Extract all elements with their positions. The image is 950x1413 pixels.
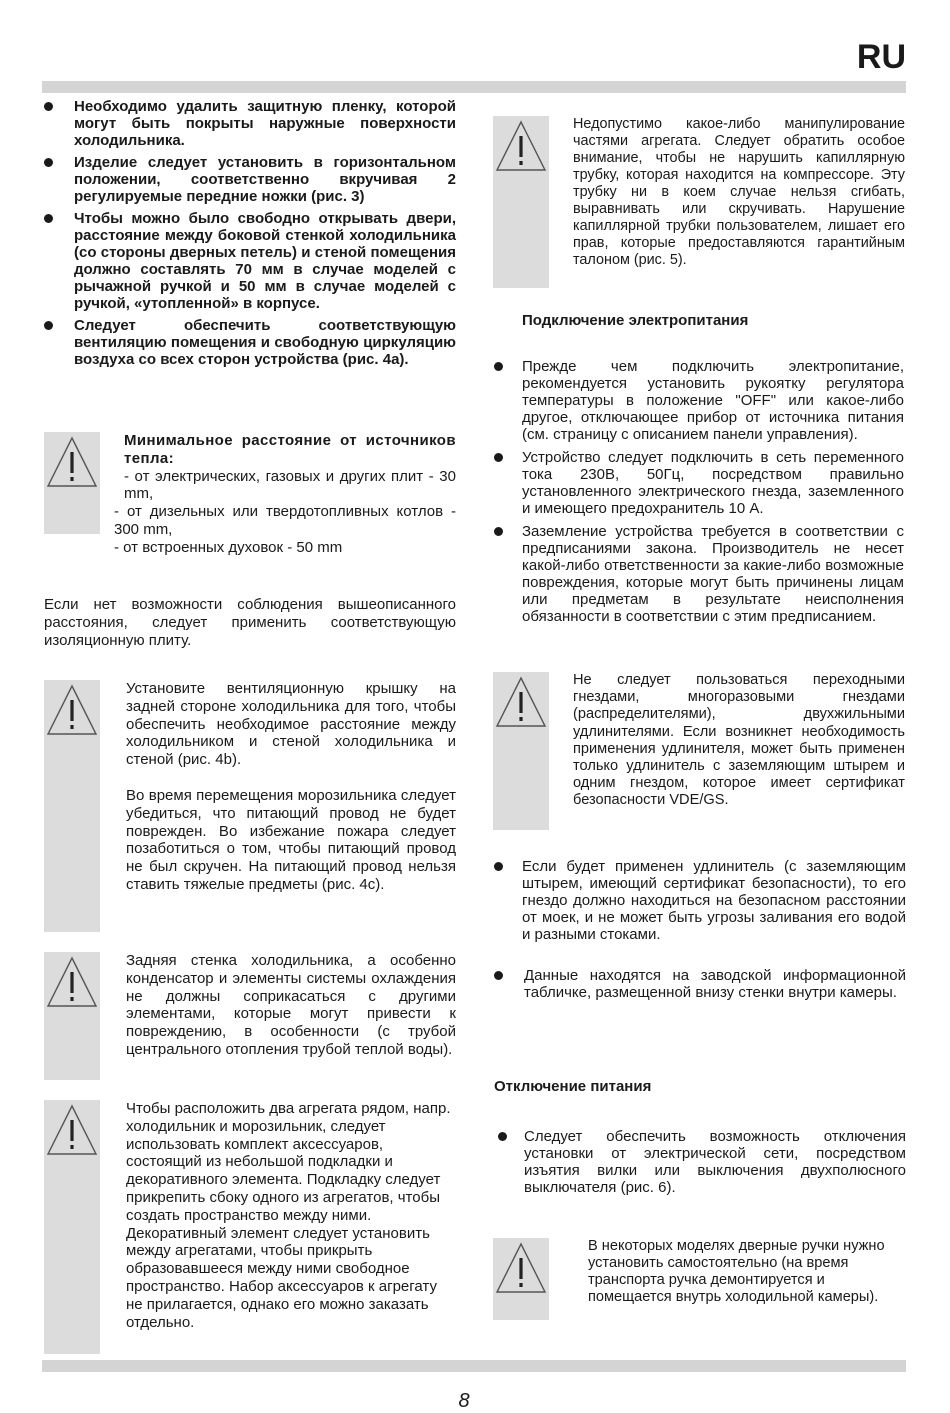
- warning-box-handles: [493, 1238, 549, 1320]
- page-number: 8: [458, 1390, 470, 1412]
- warning-triangle-icon: [493, 674, 549, 734]
- warning-box-rear-wall: [44, 952, 100, 1080]
- insulation-paragraph: Если нет возможности соблюдения вышеописанного расстояния, следует применить соответствующую изоляционную плиту.: [44, 596, 456, 649]
- list-item: Следует обеспечить возможность отключения установки от электрической сети, посредством изъятия вилки или выключения двухполюсного выключателя (рис. 6).: [496, 1128, 906, 1196]
- warning-box-distance: [44, 432, 100, 534]
- warning-triangle-icon: [493, 1240, 549, 1300]
- warning-box-side-by-side: [44, 1100, 100, 1354]
- warning-paragraph: Чтобы расположить два агрегата рядом, напр. холодильник и морозильник, следует использовать комплект аксессуаров, состоящий из небольшой подкладки и декоративного элемента. Подкладку следует прикрепить сбоку одного из агрегатов, чтобы создать пространство между ними. Декоративный элемент следует установить между агрегатами, чтобы прикрыть образовавшееся между ними свободное пространство. Набор аксессуаров к агрегату не прилагается, однако его можно заказать отдельно.: [126, 1100, 451, 1331]
- warning-text-adapters: [573, 672, 905, 810]
- extension-bullet-list: [492, 858, 906, 1001]
- warning-text-capillary: [573, 116, 905, 269]
- warning-line: - от встроенных духовок - 50 mm: [114, 538, 343, 556]
- list-item: Чтобы можно было свободно открывать двери, расстояние между боковой стенкой холодильника (со стороны дверных петель) и стеной помещения должно составлять 70 мм в случае моделей с рычажной ручкой и 50 мм в случае моделей с ручкой, «утопленной» в корпусе.: [42, 210, 456, 312]
- warning-paragraph: Недопустимо какое-либо манипулирование частями агрегата. Следует обратить особое внимание, чтобы не нарушить капиллярную трубку, которая находится на компрессоре. Эту трубку ни в коем случае нельзя сгибать, выравнивать или скручивать. Нарушение капиллярной трубки пользователем, лишает его прав, которые предоставляются гарантийным талоном (рис. 5).: [573, 116, 905, 268]
- warning-triangle-icon: [44, 1102, 100, 1162]
- warning-triangle-icon: [44, 682, 100, 742]
- warning-box-vent: [44, 680, 100, 932]
- warning-text-distance: [114, 432, 456, 557]
- power-connection-heading: Подключение электропитания: [522, 312, 749, 329]
- header-divider: [42, 81, 906, 93]
- warning-text-handles: [588, 1238, 900, 1306]
- footer-divider: [42, 1360, 906, 1372]
- warning-box-capillary: [493, 116, 549, 288]
- warning-text-vent: [126, 680, 456, 894]
- list-item: Изделие следует установить в горизонтальном положении, соответственно вкручивая 2 регулируемые передние ножки (рис. 3): [42, 154, 456, 205]
- list-item: Если будет применен удлинитель (с заземляющим штырем, имеющий сертификат безопасности), то его гнездо должно находиться на безопасном расстоянии от моек, и не может быть угрозы заливания его водой и разными стоками.: [492, 858, 906, 943]
- language-code: RU: [856, 38, 906, 76]
- list-item: Заземление устройства требуется в соответствии с предписаниями закона. Производитель не несет какой-либо ответственности за какие-либо возможные повреждения, которые могут быть причинены лицам или предметам в результате неисполнения обязанности в соответствии с этим предписанием.: [492, 523, 904, 625]
- warning-paragraph: Задняя стенка холодильника, а особенно конденсатор и элементы системы охлаждения не должны соприкасаться с другими элементами, которые могут привести к повреждению, в особенности (с трубой центрального отопления трубой теплой воды).: [126, 952, 456, 1058]
- list-item: Прежде чем подключить электропитание, рекомендуется установить рукоятку регулятора температуры в положение "OFF" или какое-либо другое, отключающее прибор от источника питания (см. страницу с описанием панели управления).: [492, 358, 904, 443]
- warning-paragraph: Не следует пользоваться переходными гнездами, многоразовыми гнездами (распределителями), двухжильными удлинителями. Если возникнет необходимость применения удлинителя, может быть применен только удлинитель с заземляющим штырем и одним гнездом, которое имеет сертификат безопасности VDE/GS.: [573, 672, 905, 809]
- warning-triangle-icon: [44, 434, 100, 494]
- warning-line: - от электрических, газовых и других плит - 30 mm,: [124, 467, 456, 503]
- power-bullet-list: [492, 358, 904, 625]
- power-off-heading: Отключение питания: [494, 1078, 652, 1095]
- warning-paragraph: В некоторых моделях дверные ручки нужно установить самостоятельно (на время транспорта ручка демонтируется и помещается внутрь холодильной камеры).: [588, 1238, 885, 1305]
- warning-paragraph: Установите вентиляционную крышку на задней стороне холодильника для того, чтобы обеспечить необходимое расстояние между холодильником и стеной холодильника и стеной (рис. 4b).: [126, 680, 456, 769]
- warning-text-rear-wall: [126, 952, 456, 1059]
- warning-title: Минимальное расстояние от источников тепла:: [124, 432, 456, 467]
- warning-box-adapters: [493, 672, 549, 830]
- power-off-bullet-list: [496, 1128, 906, 1196]
- left-bullet-list: [42, 98, 456, 368]
- warning-text-side-by-side: [126, 1100, 452, 1331]
- warning-line: - от дизельных или твердотопливных котлов - 300 mm,: [114, 503, 456, 538]
- warning-paragraph: Во время перемещения морозильника следует убедиться, что питающий провод не будет поврежден. Во избежание пожара следует позаботиться о том, чтобы питающий провод не был скручен. На питающий провод нельзя ставить тяжелые предметы (рис. 4c).: [126, 786, 456, 893]
- list-item: Данные находятся на заводской информационной табличке, размещенной внизу стенки внутри камеры.: [492, 967, 906, 1001]
- list-item: Устройство следует подключить в сеть переменного тока 230В, 50Гц, посредством правильно установленного электрического гнезда, заземленного и имеющего предохранитель 10 А.: [492, 449, 904, 517]
- warning-triangle-icon: [44, 954, 100, 1014]
- list-item: Следует обеспечить соответствующую вентиляцию помещения и свободную циркуляцию воздуха со всех сторон устройства (рис. 4a).: [42, 317, 456, 368]
- warning-triangle-icon: [493, 118, 549, 178]
- list-item: Необходимо удалить защитную пленку, которой могут быть покрыты наружные поверхности холодильника.: [42, 98, 456, 149]
